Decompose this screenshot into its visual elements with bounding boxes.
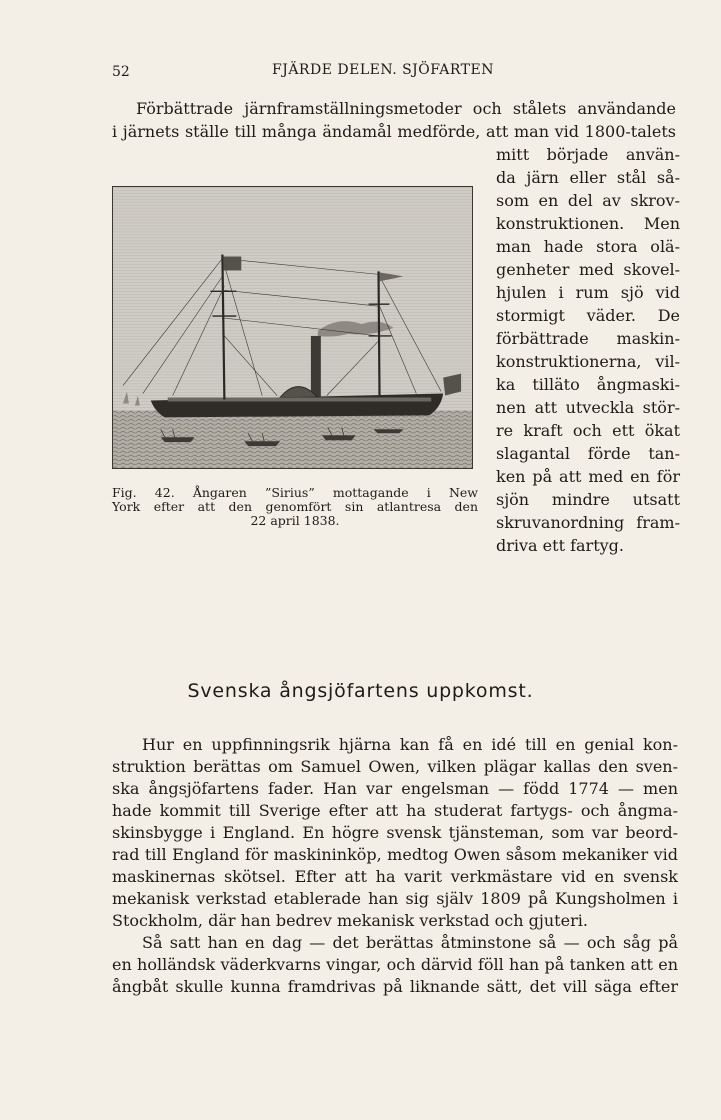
text-line: struktion berättas om Samuel Owen, vilken plägar kallas den sven- [112,757,678,776]
text-line: skinsbygge i England. En högre svensk tjänsteman, som var beord- [112,823,678,842]
text-line: Stockholm, där han bedrev mekanisk verkstad och gjuteri. [112,911,588,930]
text-line: Så satt han en dag — det berättas åtminstone så — och såg på [142,933,678,952]
text-line: som en del av skrov- [496,191,680,210]
steamship-illustration [112,186,473,469]
text-line: ångbåt skulle kunna framdrivas på liknande sätt, det vill säga efter [112,977,678,996]
text-line: skruvanordning fram- [496,513,680,532]
section-heading: Svenska ångsjöfartens uppkomst. [187,680,534,702]
text-line: ska ångsjöfartens fader. Han var engelsman — född 1774 — men [112,779,678,798]
text-line: maskinernas skötsel. Efter att ha varit verkmästare vid en svensk [112,867,678,886]
text-line: ka tilläto ångmaski- [496,375,680,394]
text-line: nen att utveckla stör- [496,398,680,417]
text-line: rad till England för maskininköp, medtog Owen såsom mekaniker vid [112,845,678,864]
text-line: konstruktionerna, vil- [496,352,680,371]
text-line: man hade stora olä- [496,237,680,256]
text-line: Förbättrade järnframställningsmetoder och stålets användande [136,99,676,118]
text-line: hade kommit till Sverige efter att ha studerat fartygs- och ångma- [112,801,678,820]
text-line: konstruktionen. Men [496,214,680,233]
text-line: driva ett fartyg. [496,536,624,555]
text-line: i järnets ställe till många ändamål medförde, att man vid 1800-talets [112,122,676,141]
text-line: sjön mindre utsatt [496,490,680,509]
caption-line: York efter att den genomfört sin atlantresa den [112,499,478,514]
text-line: da järn eller stål så- [496,168,680,187]
page-number: 52 [112,64,130,80]
intro-paragraph [112,97,676,143]
text-line: hjulen i rum sjö vid [496,283,680,302]
caption-line: Fig. 42. Ångaren ”Sirius” mottagande i New [112,485,478,500]
text-line: mitt började använ- [496,145,680,164]
text-line: re kraft och ett ökat [496,421,680,440]
rowboat [322,435,356,440]
flag [223,257,241,271]
steamship-engraving [113,187,472,468]
mainmast [379,271,380,395]
side-column-text [496,143,680,557]
text-line: Hur en uppfinningsrik hjärna kan få en idé till en genial kon- [142,735,678,754]
text-line: en holländsk väderkvarns vingar, och därvid föll han på tanken att en [112,955,678,974]
rowboat [244,441,280,446]
text-line: ken på att med en för [496,467,680,486]
funnel [311,336,321,398]
text-line: genheter med skovel- [496,260,680,279]
running-head: FJÄRDE DELEN. SJÖFARTEN [272,62,494,78]
figure-caption [112,486,478,528]
rowboat [374,429,404,433]
text-line: stormigt väder. De [496,306,680,325]
text-line: mekanisk verkstad etablerade han sig själv 1809 på Kungsholmen i [112,889,678,908]
text-line: slagantal förde tan- [496,444,680,463]
text-line: förbättrade maskin- [496,329,680,348]
rowboat [161,437,195,442]
body-text [112,734,678,998]
caption-line: 22 april 1838. [250,513,340,528]
